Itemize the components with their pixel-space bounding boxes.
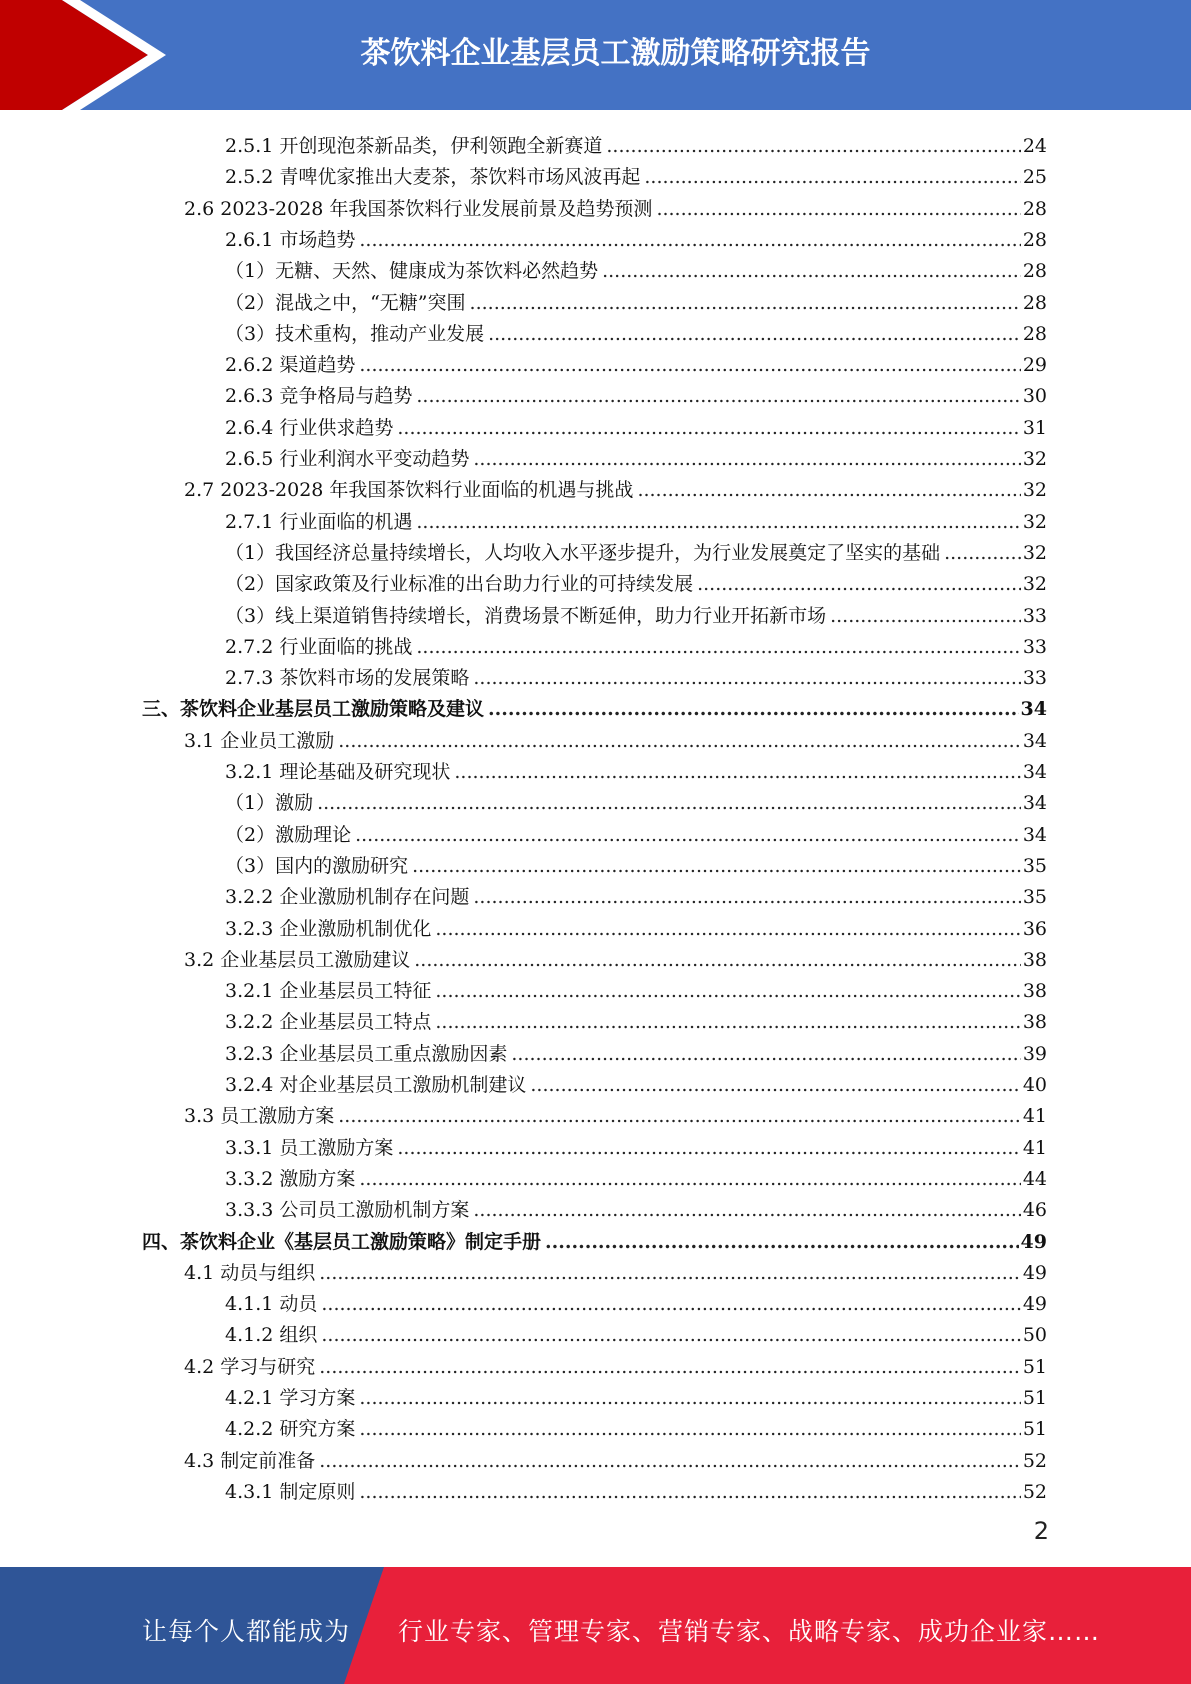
toc-entry[interactable] [225,972,1047,1003]
toc-entry-page: 28 [1022,322,1047,345]
toc-dot-leader [545,1230,1019,1254]
toc-entry-title: 3.2.3 企业激励机制优化 [225,917,432,940]
toc-entry-title: 2.5.1 开创现泡茶新品类，伊利领跑全新赛道 [225,135,603,157]
toc-entry-title: 2.6.3 竞争格局与趋势 [225,385,413,408]
toc-entry-page: 29 [1022,354,1047,377]
toc-entry-page: 28 [1022,228,1047,251]
toc-entry[interactable] [225,628,1047,659]
toc-entry-title: 4.2 学习与研究 [184,1355,316,1378]
toc-entry-page: 35 [1022,886,1047,909]
toc-entry-page: 31 [1022,416,1047,439]
toc-entry-title: 2.5.2 青啤优家推出大麦茶，茶饮料市场风波再起 [225,166,641,189]
toc-dot-leader [473,1198,1020,1222]
toc-entry[interactable] [225,753,1047,784]
toc-entry[interactable] [142,1223,1047,1254]
toc-entry-title: 4.3.1 制定原则 [225,1480,356,1503]
toc-entry[interactable] [225,503,1047,534]
toc-dot-leader [321,1323,1020,1347]
toc-entry-page: 34 [1022,729,1047,752]
toc-dot-leader [656,197,1020,221]
toc-entry-title: 3.2 企业基层员工激励建议 [184,948,411,971]
toc-dot-leader [473,885,1020,909]
toc-dot-leader [697,572,1021,596]
toc-entry-title: （3）国内的激励研究 [225,854,409,877]
toc-entry-title: 2.7.2 行业面临的挑战 [225,635,413,658]
toc-entry-title: 2.7.3 茶饮料市场的发展策略 [225,667,470,690]
toc-entry-page: 44 [1022,1167,1047,1190]
toc-dot-leader [435,979,1020,1003]
toc-entry[interactable] [225,1379,1047,1410]
toc-entry-page: 32 [1022,510,1047,533]
toc-entry[interactable] [225,1191,1047,1222]
toc-entry-title: 4.2.1 学习方案 [225,1387,356,1409]
toc-entry-title: 四、茶饮料企业《基层员工激励策略》制定手册 [142,1230,542,1253]
toc-entry-page: 46 [1022,1199,1047,1222]
toc-dot-leader [602,259,1021,283]
toc-dot-leader [319,1449,1021,1473]
toc-entry[interactable] [225,878,1047,909]
toc-dot-leader [397,416,1020,440]
toc-entry-title: 3.3 员工激励方案 [184,1105,335,1128]
toc-entry-page: 38 [1022,948,1047,971]
toc-dot-leader [397,1136,1020,1160]
toc-dot-leader [319,1355,1021,1379]
toc-dot-leader [488,697,1019,721]
toc-entry[interactable] [225,252,1047,283]
toc-entry-title: 3.3.1 员工激励方案 [225,1136,394,1159]
toc-entry-page: 32 [1022,448,1047,470]
toc-entry-title: 3.2.2 企业基层员工特点 [225,1011,432,1034]
toc-dot-leader [511,1042,1020,1066]
toc-entry-page: 35 [1022,854,1047,877]
toc-entry-page: 39 [1022,1042,1047,1065]
toc-entry[interactable] [184,471,1047,502]
toc-entry-page: 33 [1022,667,1047,690]
toc-entry[interactable] [225,597,1047,628]
toc-dot-leader [435,917,1020,941]
toc-entry-page: 52 [1022,1449,1047,1472]
toc-entry-page: 49 [1020,1230,1047,1253]
toc-entry-title: （2）混战之中，“无糖”突围 [225,291,466,314]
toc-entry-page: 32 [1022,479,1047,502]
toc-entry[interactable] [225,221,1047,252]
toc-entry-title: 3.2.4 对企业基层员工激励机制建议 [225,1074,527,1096]
toc-entry[interactable] [225,1473,1047,1504]
toc-entry-page: 41 [1022,1136,1047,1159]
toc-dot-leader [412,854,1021,878]
toc-entry[interactable] [184,1442,1047,1473]
toc-entry-page: 49 [1022,1293,1047,1316]
toc-entry-title: 3.2.3 企业基层员工重点激励因素 [225,1042,508,1065]
toc-entry-title: 三、茶饮料企业基层员工激励策略及建议 [142,698,485,721]
toc-dot-leader [359,1480,1020,1504]
toc-entry-title: 2.6 2023-2028 年我国茶饮料行业发展前景及趋势预测 [184,197,653,220]
toc-dot-leader [355,823,1021,847]
toc-entry[interactable] [225,1035,1047,1066]
toc-entry-title: （3）线上渠道销售持续增长，消费场景不断延伸，助力行业开拓新市场 [225,604,827,627]
toc-dot-leader [414,948,1021,972]
toc-entry-title: 4.3 制定前准备 [184,1449,316,1472]
toc-entry[interactable] [225,346,1047,377]
footer-slogan-left: 让每个人都能成为 [142,1617,351,1646]
toc-entry[interactable] [225,1410,1047,1441]
toc-dot-leader [317,791,1021,815]
toc-entry-page: 34 [1020,698,1047,721]
toc-entry-page: 33 [1022,635,1047,658]
toc-entry[interactable] [225,784,1047,815]
footer-slogan-right: 行业专家、管理专家、营销专家、战略专家、成功企业家…… [398,1617,1101,1646]
toc-entry[interactable] [142,690,1047,721]
toc-entry-title: （1）我国经济总量持续增长，人均收入水平逐步提升，为行业发展奠定了坚实的基础 [225,541,941,564]
toc-dot-leader [338,729,1021,753]
toc-entry-page: 34 [1022,792,1047,815]
toc-entry-title: 2.6.5 行业利润水平变动趋势 [225,448,470,470]
toc-entry[interactable] [225,1160,1047,1191]
toc-entry[interactable] [225,534,1047,565]
toc-entry-title: 4.1 动员与组织 [184,1261,316,1284]
toc-entry-page: 28 [1022,197,1047,220]
header-banner [0,0,1191,110]
toc-entry[interactable] [184,1348,1047,1379]
toc-entry-title: （2）国家政策及行业标准的出台助力行业的可持续发展 [225,573,694,596]
footer-banner [0,1567,1191,1684]
toc-entry-title: （1）激励 [225,792,314,815]
toc-entry[interactable] [225,1285,1047,1316]
toc-dot-leader [637,478,1020,502]
toc-entry-page: 32 [1022,541,1047,564]
toc-entry-page: 30 [1022,385,1047,408]
toc-entry-page: 28 [1022,291,1047,314]
toc-entry-page: 28 [1022,260,1047,283]
toc-entry[interactable] [225,910,1047,941]
toc-entry[interactable] [225,1003,1047,1034]
toc-entry[interactable] [225,284,1047,315]
toc-entry[interactable] [184,190,1047,221]
toc-entry-title: 2.6.2 渠道趋势 [225,354,356,377]
toc-entry[interactable] [225,315,1047,346]
toc-entry-title: 3.3.3 公司员工激励机制方案 [225,1199,470,1222]
page-number: 2 [1033,1517,1049,1545]
toc-entry[interactable] [225,816,1047,847]
toc-entry[interactable] [225,409,1047,440]
toc-entry-title: 4.2.2 研究方案 [225,1418,356,1441]
toc-dot-leader [606,134,1020,158]
toc-entry-title: 4.1.1 动员 [225,1293,318,1316]
toc-entry-title: 3.2.1 理论基础及研究现状 [225,761,451,783]
toc-dot-leader [644,165,1020,189]
toc-entry-page: 38 [1022,980,1047,1003]
toc-entry-title: 2.6.4 行业供求趋势 [225,416,394,439]
toc-entry-title: 3.2.1 企业基层员工特征 [225,980,432,1003]
toc-entry-page: 34 [1022,761,1047,783]
toc-dot-leader [359,1417,1020,1441]
toc-entry-title: （1）无糖、天然、健康成为茶饮料必然趋势 [225,260,599,283]
toc-entry-page: 51 [1022,1387,1047,1409]
toc-dot-leader [359,353,1020,377]
toc-entry[interactable] [225,1316,1047,1347]
toc-dot-leader [359,1386,1020,1410]
toc-entry-page: 40 [1022,1074,1047,1096]
toc-dot-leader [473,447,1020,471]
toc-entry-page: 25 [1022,166,1047,189]
toc-entry-page: 32 [1022,573,1047,596]
toc-entry-page: 24 [1022,135,1047,157]
toc-entry-title: 4.1.2 组织 [225,1324,318,1347]
toc-entry-page: 36 [1022,917,1047,940]
toc-entry-title: 3.2.2 企业激励机制存在问题 [225,886,470,909]
toc-dot-leader [321,1292,1020,1316]
toc-entry-title: 3.3.2 激励方案 [225,1167,356,1190]
toc-dot-leader [473,666,1020,690]
toc-dot-leader [944,541,1021,565]
toc-dot-leader [530,1073,1020,1097]
toc-entry-title: 2.6.1 市场趋势 [225,228,356,251]
report-title: 茶饮料企业基层员工激励策略研究报告 [360,36,871,71]
toc-entry[interactable] [225,1066,1047,1097]
toc-entry[interactable] [225,127,1047,158]
toc-entry-title: 2.7 2023-2028 年我国茶饮料行业面临的机遇与挑战 [184,479,634,502]
toc-entry-page: 34 [1022,823,1047,846]
toc-dot-leader [319,1261,1021,1285]
toc-entry[interactable] [184,941,1047,972]
toc-entry-page: 50 [1022,1324,1047,1347]
toc-dot-leader [416,384,1020,408]
toc-dot-leader [454,760,1020,784]
toc-entry[interactable] [225,565,1047,596]
toc-entry[interactable] [225,1129,1047,1160]
toc-entry[interactable] [225,440,1047,471]
toc-dot-leader [338,1104,1021,1128]
toc-entry-page: 38 [1022,1011,1047,1034]
toc-dot-leader [416,635,1020,659]
toc-entry-page: 52 [1022,1480,1047,1503]
toc-entry-title: （3）技术重构，推动产业发展 [225,322,485,345]
toc-dot-leader [435,1010,1020,1034]
toc-dot-leader [488,322,1021,346]
toc-entry-title: 2.7.1 行业面临的机遇 [225,510,413,533]
toc-dot-leader [416,510,1020,534]
toc-entry[interactable] [225,377,1047,408]
toc-dot-leader [359,1167,1020,1191]
toc-entry[interactable] [184,1254,1047,1285]
toc-entry[interactable] [184,722,1047,753]
toc-entry[interactable] [184,1097,1047,1128]
toc-entry-page: 51 [1022,1418,1047,1441]
toc-entry-title: 3.1 企业员工激励 [184,729,335,752]
toc-entry-page: 41 [1022,1105,1047,1128]
toc-entry[interactable] [225,158,1047,189]
toc-dot-leader [470,291,1021,315]
toc-entry-title: （2）激励理论 [225,823,352,846]
toc-entry[interactable] [225,659,1047,690]
toc-dot-leader [830,604,1021,628]
toc-dot-leader [359,228,1020,252]
toc-entry-page: 51 [1022,1355,1047,1378]
toc-entry[interactable] [225,847,1047,878]
toc-entry-page: 49 [1022,1261,1047,1284]
toc-entry-page: 33 [1022,604,1047,627]
